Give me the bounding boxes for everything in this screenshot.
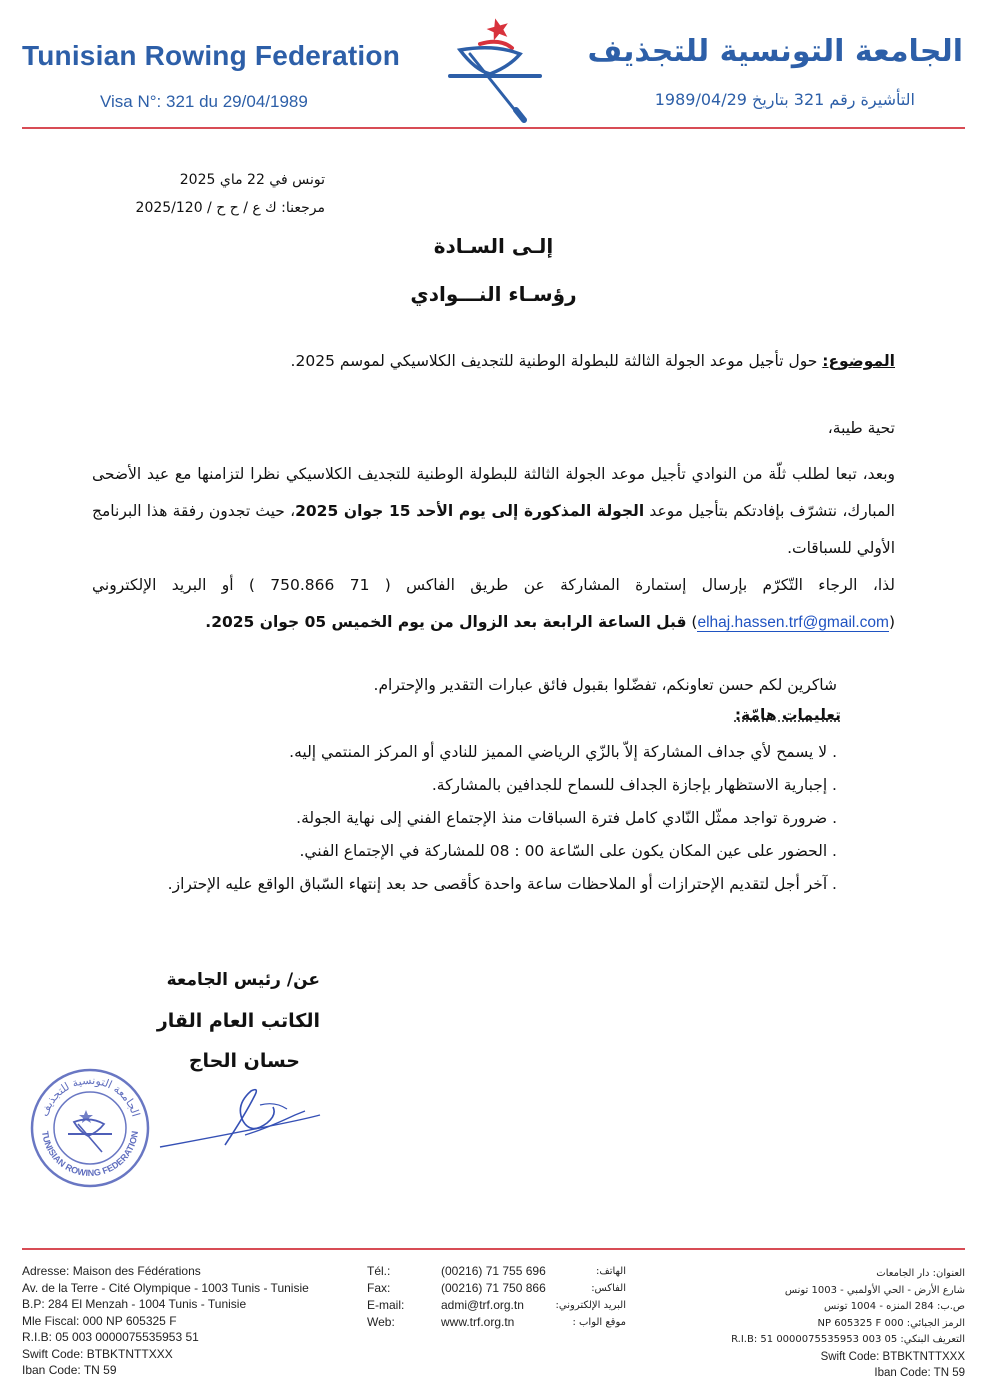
contact-label: E-mail: [367, 1298, 405, 1312]
paragraph-2-text-a: لذا، الرجاء التّكرّم بإرسال إستمارة المشاركة عن طريق الفاكس ( 71 750.866 ) أو البريد الإلكتروني ( [92, 576, 895, 631]
footer-line-ar: Swift Code: BTBKTNTTXXX [820, 1350, 965, 1363]
footer-line: R.I.B: 05 003 0000075535953 51 [22, 1330, 199, 1344]
subject-label: الموضوع: [822, 352, 895, 370]
footer-contact-labels-ar [530, 1263, 626, 1331]
footer-line: Mle Fiscal: 000 NP 605325 F [22, 1313, 177, 1328]
closing-thanks: شاكرين لكم حسن تعاونكم، تفضّلوا بقبول فائق عبارات التقدير والإحترام. [373, 676, 837, 694]
federation-name-en: Tunisian Rowing Federation [22, 40, 401, 71]
recipient-line-2: رؤسـاء النـــوادي [410, 282, 577, 306]
recipient-line-1: إلـى السـادة [433, 234, 554, 258]
city-date: تونس في 22 ماي 2025 [179, 172, 325, 188]
footer-address-fr [22, 1263, 309, 1379]
reference-number: مرجعنا: ك ع / ح ح / 2025/120 [135, 200, 325, 216]
header-divider [22, 127, 965, 129]
contact-label-ar: الهاتف: [596, 1266, 626, 1277]
official-stamp-icon [28, 1066, 152, 1190]
footer-line: Adresse: Maison des Fédérations [22, 1264, 201, 1278]
stamp-text-top: الجامعة التونسية للتجذيف [37, 1073, 143, 1119]
instructions-list [90, 738, 837, 903]
visa-en: Visa N°: 321 du 29/04/1989 [100, 92, 308, 111]
instructions-title: تعليمات هامّة: [734, 706, 841, 724]
subject-line [90, 352, 895, 370]
instruction-item: . إجبارية الاستظهار بإجازة الجداف للسماح للجدافين بالمشاركة. [431, 776, 837, 794]
instruction-item: . الحضور على عين المكان يكون على السّاعة 00 : 08 للمشاركة في الإجتماع الفني. [299, 842, 837, 860]
footer-email-link[interactable]: admi@trf.org.tn [441, 1298, 524, 1312]
footer-line-ar: العنوان: دار الجامعات [876, 1268, 965, 1279]
logo-star-icon [485, 16, 512, 42]
footer-line: B.P: 284 El Menzah - 1004 Tunis - Tunisie [22, 1297, 247, 1311]
footer-contact-labels [367, 1263, 404, 1331]
instruction-item: . ضرورة تواجد ممثّل النّادي كامل فترة السباقات منذ الإجتماع الفني إلى نهاية الجولة. [296, 809, 837, 827]
footer-divider [22, 1248, 965, 1250]
contact-label-ar: موقع الواب : [572, 1317, 626, 1328]
footer-address-ar [705, 1266, 965, 1382]
signatory-title: الكاتب العام القار [156, 1010, 320, 1032]
contact-label: Tél.: [367, 1264, 391, 1278]
handwritten-signature-icon [155, 1085, 325, 1155]
paragraph-2-text-b: ) [686, 613, 698, 631]
greeting: تحية طيبة، [827, 419, 895, 437]
subject-text: حول تأجيل موعد الجولة الثالثة للبطولة الوطنية للتجديف الكلاسيكي لموسم 2025. [290, 352, 823, 370]
federation-name-ar: الجامعة التونسية للتجذيف [587, 34, 963, 69]
contact-label-ar: البريد الإلكتروني: [555, 1300, 626, 1311]
contact-email-link[interactable]: elhaj.hassen.trf@gmail.com [697, 614, 889, 631]
stamp-text-bottom: TUNISIAN ROWING FEDERATION [40, 1130, 140, 1179]
footer-line-ar: ص.ب: 284 المنزه - 1004 تونس [824, 1301, 965, 1312]
new-date-highlight: الجولة المذكورة إلى يوم الأحد 15 جوان 2025 [295, 502, 645, 520]
contact-label: Web: [367, 1315, 395, 1329]
footer-line: Av. de la Terre - Cité Olympique - 1003 Tunis - Tunisie [22, 1280, 309, 1295]
fax-number: (00216) 71 750 866 [441, 1281, 546, 1295]
footer-line: Swift Code: BTBKTNTTXXX [22, 1346, 173, 1361]
footer-line-ar: الرمز الجبائي: 000 NP 605325 F [817, 1317, 965, 1329]
federation-logo [440, 14, 550, 124]
signatory-on-behalf: عن/ رئيس الجامعة [166, 970, 320, 990]
footer-line: Iban Code: TN 59 [22, 1363, 117, 1377]
svg-text:الجامعة التونسية للتجذيف [38, 1074, 143, 1118]
footer-line-ar: التعريف البنكي: 05 003 0000075535953 51 :R.I.B [731, 1334, 965, 1345]
footer-website-link[interactable]: www.trf.org.tn [441, 1315, 515, 1329]
contact-label: Fax: [367, 1281, 391, 1295]
footer-line-ar: شارع الأرض - الحي الأولمبي - 1003 تونس [784, 1284, 965, 1296]
paragraph-registration [92, 567, 895, 641]
paragraph-postponement [92, 456, 895, 567]
visa-ar: التأشيرة رقم 321 بتاريخ 1989/04/29 [654, 90, 915, 109]
signatory-name: حسان الحاج [188, 1050, 300, 1072]
paragraph-1-text-b: ، حيث تجدون رفقة هذا البرنامج الأولي للسباقات. [92, 502, 895, 557]
instruction-item: . لا يسمح لأي جداف المشاركة إلاّ بالزّي الرياضي المميز للنادي أو المركز المنتمي إليه. [289, 743, 837, 761]
phone-number: (00216) 71 755 696 [441, 1264, 546, 1278]
instruction-item: . آخر أجل لتقديم الإحترازات أو الملاحظات ساعة واحدة كأقصى حد بعد إنتهاء السّباق الواقع عليه الإحتراز. [167, 875, 837, 893]
paragraph-1-text-a: وبعد، تبعا لطلب ثلّة من النوادي تأجيل موعد الجولة الثالثة للبطولة الوطنية للتجديف الكلاسيكي نظرا لتزامنها مع عيد الأضحى المبارك، نتشرّف بإفادتكم بتأجيل موعد [92, 465, 895, 520]
contact-label-ar: الفاكس: [591, 1283, 626, 1294]
deadline-highlight: قبل الساعة الرابعة بعد الزوال من يوم الخميس 05 جوان 2025. [205, 613, 687, 631]
footer-line-ar: Iban Code: TN 59 [874, 1367, 965, 1379]
